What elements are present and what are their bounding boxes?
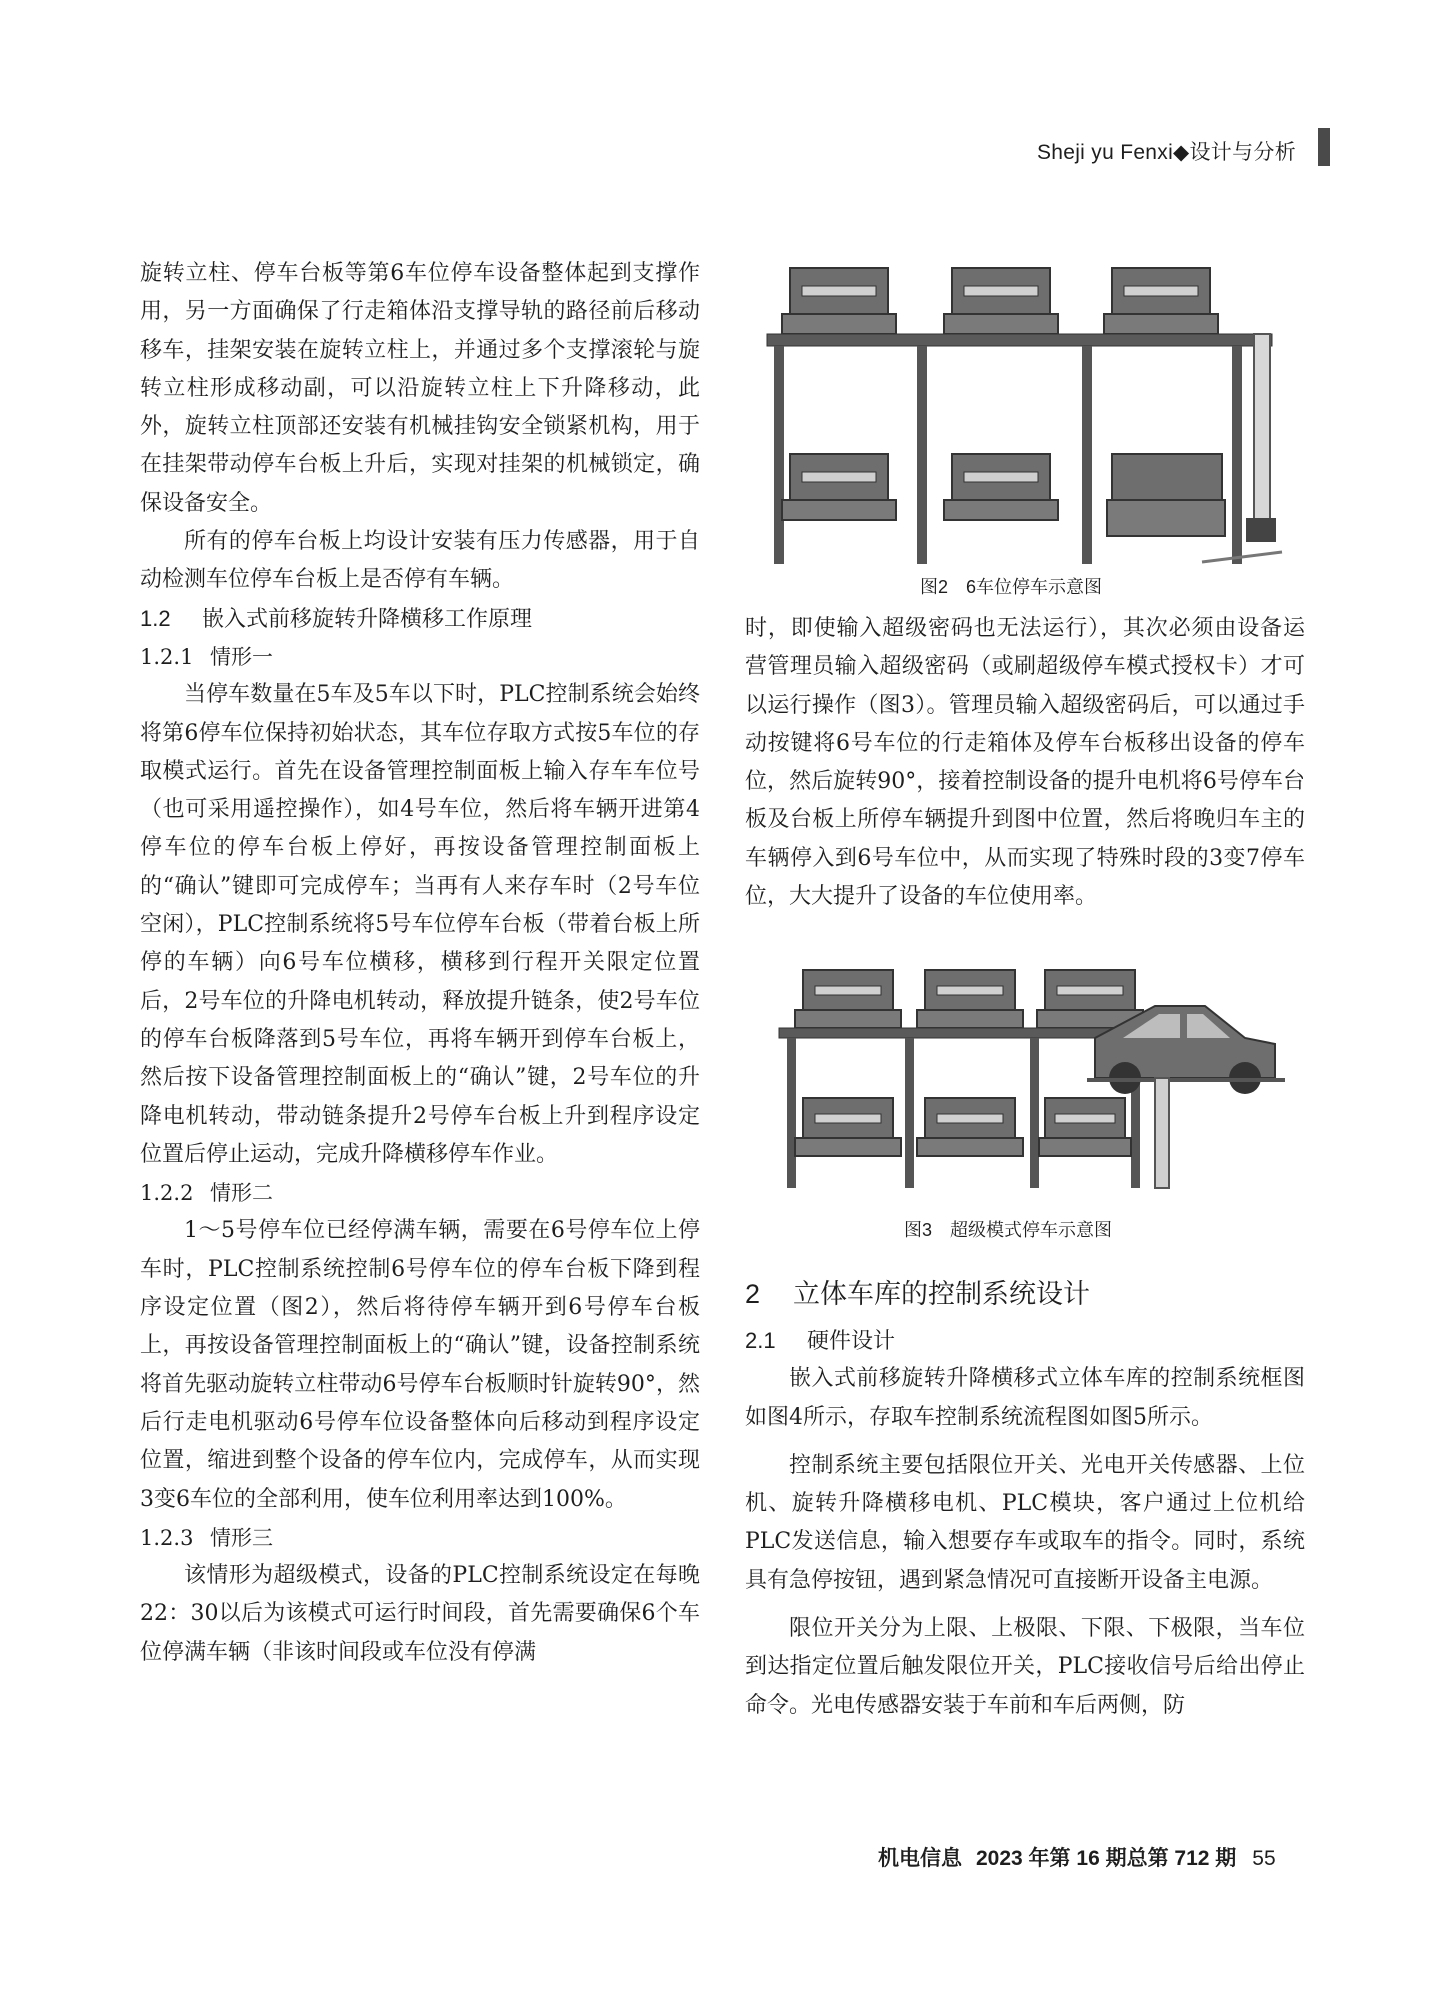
section-heading-2: 2 立体车库的控制系统设计 [745,1279,1090,1309]
page-number: 55 [1252,1847,1276,1870]
paragraph: 时，即使输入超级密码也无法运行），其次必须由设备运营管理员输入超级密码（或刷超级停车模式授权卡）才可以运行操作（图3）。管理员输入超级密码后，可以通过手动按键将6号车位的行走箱体及停车台板移出设备的停车位，然后旋转90°，接着控制设备的提升电机将6号停车台板及台板上所停车辆提升到图中位置，然后将晚归车主的车辆停入到6号车位中，从而实现了特殊时段的3变7停车位，大大提升了设备的车位使用率。 [745,616,1305,910]
rotating-column [1155,1078,1169,1188]
figure-2-caption: 图2 6车位停车示意图 [920,577,1103,597]
parked-car-bottom-3 [1039,1098,1131,1156]
parked-car-bottom-2 [944,454,1058,520]
paragraph: 控制系统主要包括限位开关、光电开关传感器、上位机、旋转升降横移电机、PLC模块，客户通过上位机给PLC发送信息，输入想要存车或取车的指令。同时，系统具有急停按钮，遇到紧急情况可直接断开设备主电源。 [745,1452,1305,1593]
running-header-text: Sheji yu Fenxi◆设计与分析 [1036,141,1296,164]
journal-name: 机电信息 [878,1847,962,1870]
paragraph: 当停车数量在5车及5车以下时，PLC控制系统会始终将第6停车位保持初始状态，其车位存取方式按5车位的存取模式运行。首先在设备管理控制面板上输入存车车位号（也可采用遥控操作），如4号车位，然后将车辆开进第4停车位的停车台板上停好，再按设备管理控制面板上的“确认”键即可完成停车；当再有人来存车时（2号车位空闲），PLC控制系统将5号车位停车台板（带着台板上所停的车辆）向6号车位横移，横移到行程开关限定位置后，2号车位的升降电机转动，释放提升链条，使2号车位的停车台板降落到5号车位，再将车辆开到停车台板上，然后按下设备管理控制面板上的“确认”键，2号车位的升降电机转动，带动链条提升2号停车台板上升到程序设定位置后停止运动，完成升降横移停车作业。 [140,682,700,1167]
walking-box [1246,518,1276,542]
section-heading-2-1: 2.1 硬件设计 [745,1328,896,1353]
parked-car-top-1 [782,268,896,334]
rotating-column [1254,334,1270,524]
subsection-heading-1-2-2: 1.2.2 情形二 [140,1181,273,1206]
header-bar-decoration [1318,128,1330,166]
parked-car-bottom-1 [782,454,896,520]
left-column [140,255,700,1672]
parked-car-top-3 [1104,268,1218,334]
paragraph: 1～5号停车位已经停满车辆，需要在6号停车位上停车时，PLC控制系统控制6号停车位的停车台板下降到程序设定位置（图2），然后将待停车辆开到6号停车台板上，再按设备管理控制面板上的“确认”键，设备控制系统将首先驱动旋转立柱带动6号停车台板顺时针旋转90°，然后行走电机驱动6号停车位设备整体向后移动到程序设定位置，缩进到整个设备的停车位内，完成停车，从而实现3变6车位的全部利用，使车位利用率达到100%。 [140,1218,700,1512]
subsection-heading-1-2-1: 1.2.1 情形一 [140,644,273,669]
paragraph: 该情形为超级模式，设备的PLC控制系统设定在每晚22：30以后为该模式可运行时间段，首先需要确保6个车位停满车辆（非该时间段或车位没有停满 [140,1563,700,1665]
section-heading-1-2: 1.2 嵌入式前移旋转升降横移工作原理 [140,605,533,631]
paragraph: 旋转立柱、停车台板等第6车位停车设备整体起到支撑作用，另一方面确保了行走箱体沿支撑导轨的路径前后移动移车，挂架安装在旋转立柱上，并通过多个支撑滚轮与旋转立柱形成移动副，可以沿旋转立柱上下升降移动，此外，旋转立柱顶部还安装有机械挂钩安全锁紧机构，用于在挂架带动停车台板上升后，实现对挂架的机械锁定，确保设备安全。 [140,261,700,516]
parked-car-bottom-3-side [1107,454,1225,536]
parked-car-bottom-1 [795,1098,901,1156]
paragraph: 嵌入式前移旋转升降横移式立体车库的控制系统框图如图4所示，存取车控制系统流程图如图5所示。 [745,1366,1305,1430]
parked-car-top-1 [795,970,901,1028]
parked-car-top-3 [1037,970,1143,1028]
issue-info: 2023 年第 16 期总第 712 期 [976,1847,1237,1870]
page-footer [878,1842,1276,1872]
paragraph: 限位开关分为上限、上极限、下限、下极限，当车位到达指定位置后触发限位开关，PLC接收信号后给出停止命令。光电传感器安装于车前和车后两侧，防 [745,1616,1305,1718]
figure-3-super-mode-parking-diagram [775,966,1285,1194]
running-header [960,128,1330,168]
right-column-lower [745,1258,1305,1725]
figure-3-caption: 图3 超级模式停车示意图 [904,1220,1113,1240]
subsection-heading-1-2-3: 1.2.3 情形三 [140,1525,273,1550]
paragraph: 所有的停车台板上均设计安装有压力传感器，用于自动检测车位停车台板上是否停有车辆。 [140,529,700,593]
right-column [745,610,1305,916]
parked-car-top-2 [917,970,1023,1028]
parked-car-bottom-2 [917,1098,1023,1156]
parked-car-top-2 [944,268,1058,334]
figure-2-six-space-parking-diagram [762,258,1286,568]
